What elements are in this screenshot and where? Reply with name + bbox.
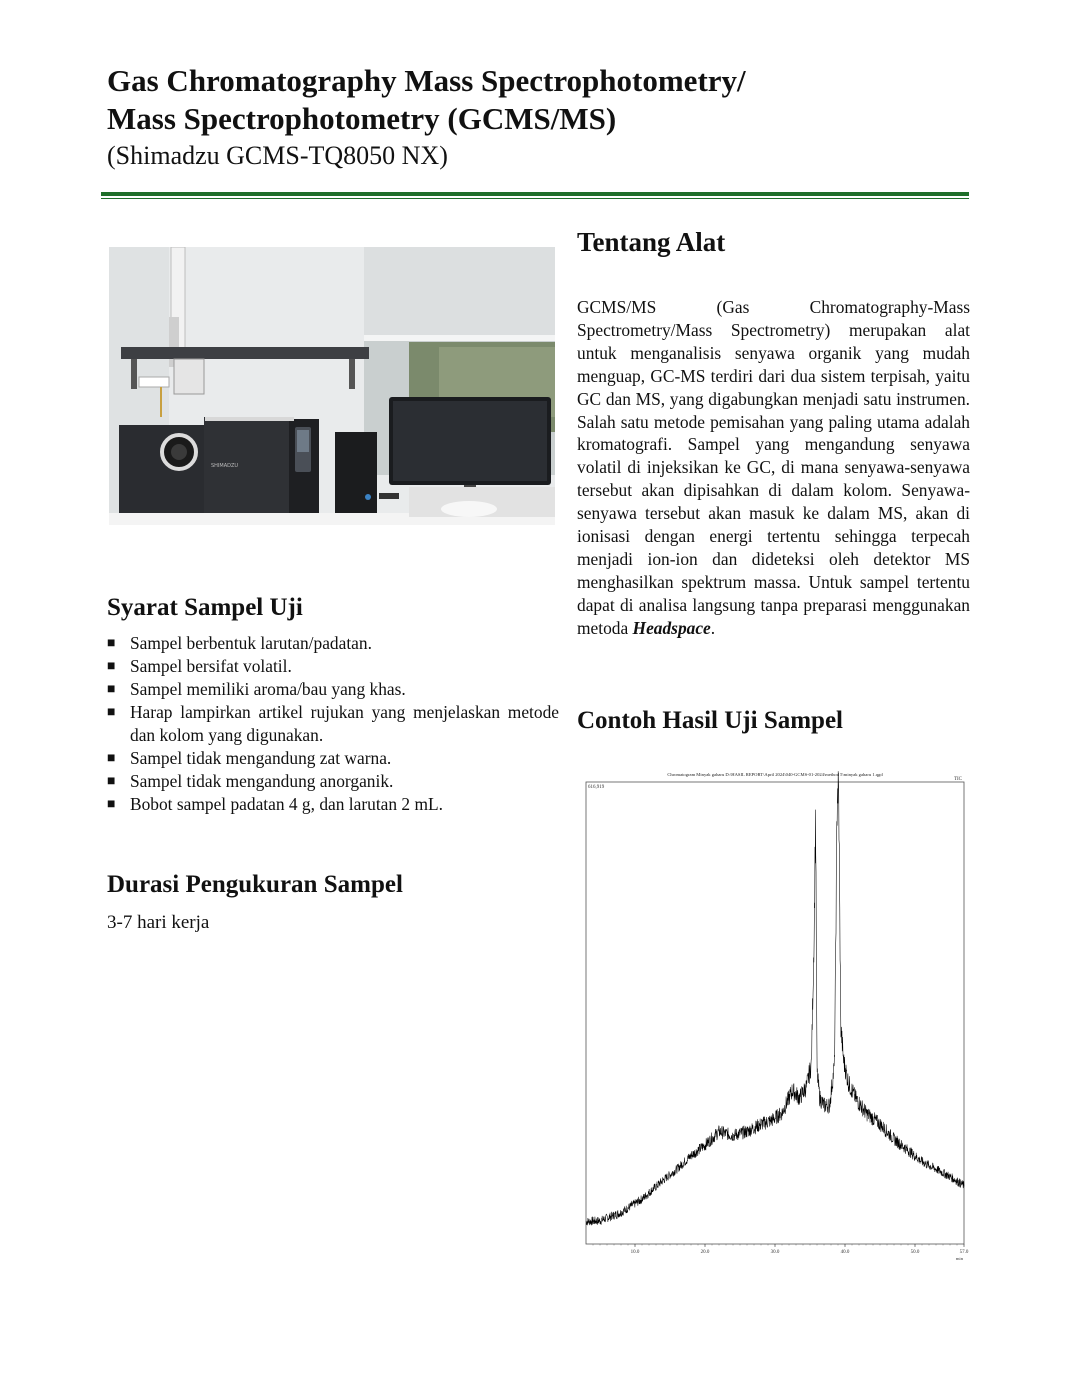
- results-heading: Contoh Hasil Uji Sampel: [577, 707, 844, 734]
- x-tick-label: 30.0: [770, 1250, 780, 1255]
- list-item: ■ Sampel tidak mengandung anorganik.: [107, 771, 394, 791]
- x-tick-label: 10.0: [630, 1250, 640, 1255]
- plot-frame: [586, 782, 964, 1244]
- header-divider-thick: [101, 192, 969, 196]
- instrument-model: (Shimadzu GCMS-TQ8050 NX): [107, 141, 448, 170]
- bullet-square-icon: ■: [107, 659, 116, 674]
- x-axis-label: min: [955, 1256, 963, 1261]
- requirements-list: [107, 632, 559, 816]
- instrument-photo: [109, 247, 555, 525]
- requirements-heading: Syarat Sampel Uji: [107, 594, 303, 621]
- photo-brand-label: SHIMADZU: [211, 463, 239, 469]
- about-heading: Tentang Alat: [577, 227, 726, 257]
- duration-heading: Durasi Pengukuran Sampel: [107, 871, 403, 898]
- document-title-block: [107, 62, 1007, 173]
- bullet-square-icon: ■: [107, 774, 116, 789]
- bullet-square-icon: ■: [107, 751, 116, 766]
- list-item: ■ Sampel memiliki aroma/bau yang khas.: [107, 679, 406, 699]
- x-tick-label: 40.0: [840, 1250, 850, 1255]
- bullet-square-icon: ■: [107, 705, 116, 720]
- y-max-label: 616,919: [588, 785, 605, 790]
- x-tick-label: 57.0: [959, 1250, 969, 1255]
- tic-label: TIC: [953, 777, 962, 782]
- list-item: ■ Sampel tidak mengandung zat warna.: [107, 748, 392, 768]
- list-item: ■ Bobot sampel padatan 4 g, dan larutan 2 mL.: [107, 794, 443, 814]
- headspace-emphasis: Headspace: [632, 617, 711, 638]
- duration-value: 3-7 hari kerja: [107, 912, 210, 933]
- bullet-square-icon: ■: [107, 797, 116, 812]
- about-text-end: .: [710, 617, 716, 638]
- x-tick-label: 50.0: [910, 1250, 920, 1255]
- bullet-square-icon: ■: [107, 682, 116, 697]
- x-tick-label: 20.0: [700, 1250, 710, 1255]
- chromatogram-chart: [578, 768, 970, 1264]
- title-line-1: Gas Chromatography Mass Spectrophotometry/: [107, 63, 746, 98]
- header-divider-thin: [101, 198, 969, 199]
- about-description: [577, 296, 970, 640]
- chromatogram-svg: [578, 768, 970, 1264]
- list-item: ■ Harap lampirkan artikel rujukan yang menjelaskan metode dan kolom yang digunakan.: [107, 702, 559, 745]
- chart-title: Chromatogram Minyak gaharu D:\HASIL REPORT\April 2024\040-GCMS-01-2024\method 5\minyak gaharu 1.qgd: [667, 772, 883, 777]
- bullet-square-icon: ■: [107, 636, 116, 651]
- about-text: GCMS/MS (Gas Chromatography-Mass Spectrometry/Mass Spectrometry) merupakan alat untuk menganalisis senyawa organik yang mudah menguap, GC-MS terdiri dari dua sistem terpisah, yaitu GC dan MS, yang digabungkan menjadi satu instrumen. Salah satu metode pemisahan yang paling utama adalah kromatografi. Sampel yang mengandung senyawa volatil di injeksikan ke GC, di mana senyawa-senyawa tersebut akan dipisahkan di dalam kolom. Senyawa-senyawa tersebut akan masuk ke dalam MS, akan di ionisasi dengan energi tertentu sehingga terpecah menjadi ion-ion dan dideteksi oleh detektor MS menghasilkan spektrum massa. Untuk sampel tertentu dapat di analisa langsung tanpa preparasi menggunakan metoda: [577, 297, 970, 638]
- title-line-2: Mass Spectrophotometry (GCMS/MS): [107, 101, 617, 136]
- tic-trace: [586, 771, 964, 1225]
- list-item: ■ Sampel bersifat volatil.: [107, 656, 292, 676]
- list-item: ■ Sampel berbentuk larutan/padatan.: [107, 633, 372, 653]
